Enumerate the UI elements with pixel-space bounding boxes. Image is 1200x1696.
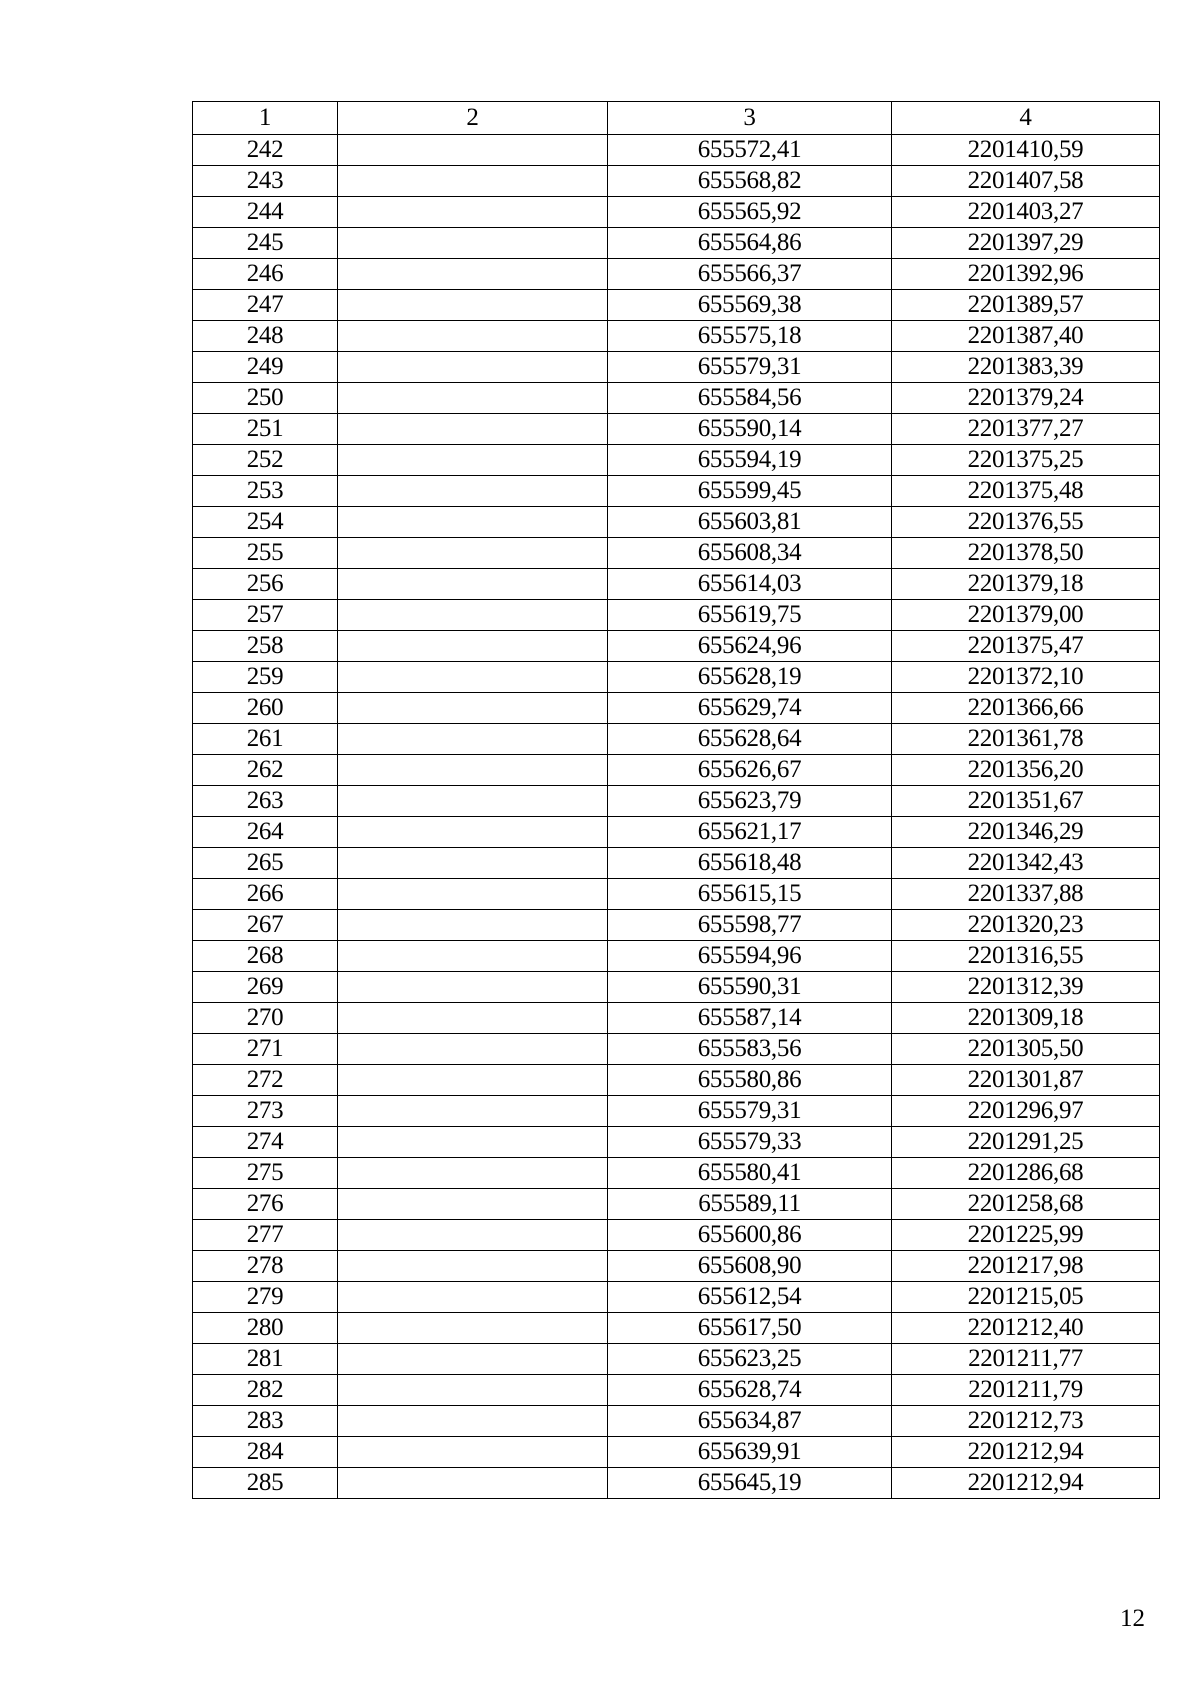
x-coordinate-cell: 655621,17 xyxy=(608,817,892,848)
x-coordinate-cell: 655615,15 xyxy=(608,879,892,910)
x-coordinate-cell: 655608,90 xyxy=(608,1251,892,1282)
y-coordinate-cell: 2201309,18 xyxy=(892,1003,1160,1034)
point-number-cell: 258 xyxy=(193,631,338,662)
table-row xyxy=(193,538,1160,569)
y-coordinate-cell: 2201305,50 xyxy=(892,1034,1160,1065)
description-cell xyxy=(338,445,608,476)
y-coordinate-cell: 2201212,94 xyxy=(892,1437,1160,1468)
point-number-cell: 281 xyxy=(193,1344,338,1375)
table-row xyxy=(193,1313,1160,1344)
y-coordinate-cell: 2201410,59 xyxy=(892,135,1160,166)
description-cell xyxy=(338,135,608,166)
description-cell xyxy=(338,1375,608,1406)
description-cell xyxy=(338,414,608,445)
description-cell xyxy=(338,383,608,414)
description-cell xyxy=(338,476,608,507)
x-coordinate-cell: 655614,03 xyxy=(608,569,892,600)
y-coordinate-cell: 2201356,20 xyxy=(892,755,1160,786)
point-number-cell: 256 xyxy=(193,569,338,600)
table-row xyxy=(193,693,1160,724)
y-coordinate-cell: 2201301,87 xyxy=(892,1065,1160,1096)
description-cell xyxy=(338,1034,608,1065)
table-row xyxy=(193,135,1160,166)
y-coordinate-cell: 2201379,24 xyxy=(892,383,1160,414)
table-row xyxy=(193,569,1160,600)
table-row xyxy=(193,1468,1160,1499)
x-coordinate-cell: 655579,31 xyxy=(608,1096,892,1127)
table-row xyxy=(193,1003,1160,1034)
point-number-cell: 253 xyxy=(193,476,338,507)
x-coordinate-cell: 655589,11 xyxy=(608,1189,892,1220)
description-cell xyxy=(338,600,608,631)
point-number-cell: 252 xyxy=(193,445,338,476)
description-cell xyxy=(338,972,608,1003)
table-header-row xyxy=(193,102,1160,135)
description-cell xyxy=(338,1437,608,1468)
point-number-cell: 266 xyxy=(193,879,338,910)
header-cell-col3: 3 xyxy=(608,102,892,135)
y-coordinate-cell: 2201375,25 xyxy=(892,445,1160,476)
description-cell xyxy=(338,755,608,786)
point-number-cell: 280 xyxy=(193,1313,338,1344)
description-cell xyxy=(338,1189,608,1220)
y-coordinate-cell: 2201342,43 xyxy=(892,848,1160,879)
point-number-cell: 265 xyxy=(193,848,338,879)
table-row xyxy=(193,1189,1160,1220)
description-cell xyxy=(338,817,608,848)
x-coordinate-cell: 655645,19 xyxy=(608,1468,892,1499)
table-row xyxy=(193,848,1160,879)
point-number-cell: 267 xyxy=(193,910,338,941)
y-coordinate-cell: 2201211,79 xyxy=(892,1375,1160,1406)
y-coordinate-cell: 2201320,23 xyxy=(892,910,1160,941)
table-row xyxy=(193,879,1160,910)
table-row xyxy=(193,724,1160,755)
table-row xyxy=(193,352,1160,383)
y-coordinate-cell: 2201379,18 xyxy=(892,569,1160,600)
x-coordinate-cell: 655626,67 xyxy=(608,755,892,786)
point-number-cell: 272 xyxy=(193,1065,338,1096)
point-number-cell: 249 xyxy=(193,352,338,383)
point-number-cell: 255 xyxy=(193,538,338,569)
x-coordinate-cell: 655628,74 xyxy=(608,1375,892,1406)
point-number-cell: 251 xyxy=(193,414,338,445)
y-coordinate-cell: 2201387,40 xyxy=(892,321,1160,352)
header-cell-col2: 2 xyxy=(338,102,608,135)
description-cell xyxy=(338,352,608,383)
table-row xyxy=(193,1096,1160,1127)
point-number-cell: 260 xyxy=(193,693,338,724)
header-cell-col1: 1 xyxy=(193,102,338,135)
point-number-cell: 264 xyxy=(193,817,338,848)
x-coordinate-cell: 655594,19 xyxy=(608,445,892,476)
point-number-cell: 246 xyxy=(193,259,338,290)
y-coordinate-cell: 2201378,50 xyxy=(892,538,1160,569)
description-cell xyxy=(338,166,608,197)
point-number-cell: 283 xyxy=(193,1406,338,1437)
y-coordinate-cell: 2201225,99 xyxy=(892,1220,1160,1251)
y-coordinate-cell: 2201376,55 xyxy=(892,507,1160,538)
y-coordinate-cell: 2201375,48 xyxy=(892,476,1160,507)
point-number-cell: 250 xyxy=(193,383,338,414)
table-row xyxy=(193,631,1160,662)
description-cell xyxy=(338,1003,608,1034)
x-coordinate-cell: 655617,50 xyxy=(608,1313,892,1344)
x-coordinate-cell: 655628,19 xyxy=(608,662,892,693)
x-coordinate-cell: 655584,56 xyxy=(608,383,892,414)
x-coordinate-cell: 655580,41 xyxy=(608,1158,892,1189)
point-number-cell: 244 xyxy=(193,197,338,228)
y-coordinate-cell: 2201397,29 xyxy=(892,228,1160,259)
point-number-cell: 263 xyxy=(193,786,338,817)
description-cell xyxy=(338,1251,608,1282)
point-number-cell: 245 xyxy=(193,228,338,259)
y-coordinate-cell: 2201215,05 xyxy=(892,1282,1160,1313)
x-coordinate-cell: 655575,18 xyxy=(608,321,892,352)
coordinates-table xyxy=(192,101,1160,1499)
description-cell xyxy=(338,259,608,290)
y-coordinate-cell: 2201389,57 xyxy=(892,290,1160,321)
point-number-cell: 268 xyxy=(193,941,338,972)
table-row xyxy=(193,383,1160,414)
y-coordinate-cell: 2201351,67 xyxy=(892,786,1160,817)
table-row xyxy=(193,259,1160,290)
y-coordinate-cell: 2201286,68 xyxy=(892,1158,1160,1189)
x-coordinate-cell: 655603,81 xyxy=(608,507,892,538)
x-coordinate-cell: 655594,96 xyxy=(608,941,892,972)
description-cell xyxy=(338,1065,608,1096)
point-number-cell: 274 xyxy=(193,1127,338,1158)
description-cell xyxy=(338,197,608,228)
x-coordinate-cell: 655564,86 xyxy=(608,228,892,259)
point-number-cell: 247 xyxy=(193,290,338,321)
table-row xyxy=(193,1437,1160,1468)
table-row xyxy=(193,600,1160,631)
description-cell xyxy=(338,1282,608,1313)
table-row xyxy=(193,321,1160,352)
x-coordinate-cell: 655565,92 xyxy=(608,197,892,228)
point-number-cell: 285 xyxy=(193,1468,338,1499)
description-cell xyxy=(338,1313,608,1344)
x-coordinate-cell: 655590,14 xyxy=(608,414,892,445)
table-row xyxy=(193,1065,1160,1096)
y-coordinate-cell: 2201377,27 xyxy=(892,414,1160,445)
x-coordinate-cell: 655608,34 xyxy=(608,538,892,569)
point-number-cell: 277 xyxy=(193,1220,338,1251)
description-cell xyxy=(338,507,608,538)
y-coordinate-cell: 2201212,94 xyxy=(892,1468,1160,1499)
table-row xyxy=(193,1251,1160,1282)
table-row xyxy=(193,507,1160,538)
table-row xyxy=(193,755,1160,786)
point-number-cell: 242 xyxy=(193,135,338,166)
y-coordinate-cell: 2201337,88 xyxy=(892,879,1160,910)
y-coordinate-cell: 2201346,29 xyxy=(892,817,1160,848)
table-row xyxy=(193,228,1160,259)
x-coordinate-cell: 655639,91 xyxy=(608,1437,892,1468)
description-cell xyxy=(338,538,608,569)
y-coordinate-cell: 2201258,68 xyxy=(892,1189,1160,1220)
x-coordinate-cell: 655566,37 xyxy=(608,259,892,290)
x-coordinate-cell: 655579,33 xyxy=(608,1127,892,1158)
x-coordinate-cell: 655624,96 xyxy=(608,631,892,662)
table-row xyxy=(193,1344,1160,1375)
table-row xyxy=(193,1375,1160,1406)
y-coordinate-cell: 2201379,00 xyxy=(892,600,1160,631)
x-coordinate-cell: 655568,82 xyxy=(608,166,892,197)
table-body xyxy=(193,102,1160,1499)
x-coordinate-cell: 655623,79 xyxy=(608,786,892,817)
description-cell xyxy=(338,631,608,662)
point-number-cell: 271 xyxy=(193,1034,338,1065)
y-coordinate-cell: 2201392,96 xyxy=(892,259,1160,290)
table-row xyxy=(193,1034,1160,1065)
point-number-cell: 278 xyxy=(193,1251,338,1282)
x-coordinate-cell: 655598,77 xyxy=(608,910,892,941)
x-coordinate-cell: 655580,86 xyxy=(608,1065,892,1096)
x-coordinate-cell: 655634,87 xyxy=(608,1406,892,1437)
x-coordinate-cell: 655579,31 xyxy=(608,352,892,383)
table-row xyxy=(193,1127,1160,1158)
table-row xyxy=(193,197,1160,228)
y-coordinate-cell: 2201212,40 xyxy=(892,1313,1160,1344)
y-coordinate-cell: 2201316,55 xyxy=(892,941,1160,972)
description-cell xyxy=(338,228,608,259)
x-coordinate-cell: 655583,56 xyxy=(608,1034,892,1065)
point-number-cell: 262 xyxy=(193,755,338,786)
y-coordinate-cell: 2201403,27 xyxy=(892,197,1160,228)
x-coordinate-cell: 655629,74 xyxy=(608,693,892,724)
y-coordinate-cell: 2201366,66 xyxy=(892,693,1160,724)
x-coordinate-cell: 655619,75 xyxy=(608,600,892,631)
point-number-cell: 254 xyxy=(193,507,338,538)
table-row xyxy=(193,817,1160,848)
y-coordinate-cell: 2201212,73 xyxy=(892,1406,1160,1437)
point-number-cell: 270 xyxy=(193,1003,338,1034)
description-cell xyxy=(338,693,608,724)
y-coordinate-cell: 2201312,39 xyxy=(892,972,1160,1003)
table-row xyxy=(193,941,1160,972)
description-cell xyxy=(338,1220,608,1251)
point-number-cell: 248 xyxy=(193,321,338,352)
description-cell xyxy=(338,848,608,879)
x-coordinate-cell: 655623,25 xyxy=(608,1344,892,1375)
table-row xyxy=(193,662,1160,693)
y-coordinate-cell: 2201375,47 xyxy=(892,631,1160,662)
description-cell xyxy=(338,662,608,693)
point-number-cell: 276 xyxy=(193,1189,338,1220)
y-coordinate-cell: 2201291,25 xyxy=(892,1127,1160,1158)
y-coordinate-cell: 2201407,58 xyxy=(892,166,1160,197)
x-coordinate-cell: 655628,64 xyxy=(608,724,892,755)
y-coordinate-cell: 2201361,78 xyxy=(892,724,1160,755)
description-cell xyxy=(338,786,608,817)
y-coordinate-cell: 2201217,98 xyxy=(892,1251,1160,1282)
point-number-cell: 284 xyxy=(193,1437,338,1468)
x-coordinate-cell: 655612,54 xyxy=(608,1282,892,1313)
table-row xyxy=(193,1282,1160,1313)
description-cell xyxy=(338,569,608,600)
description-cell xyxy=(338,879,608,910)
y-coordinate-cell: 2201211,77 xyxy=(892,1344,1160,1375)
point-number-cell: 275 xyxy=(193,1158,338,1189)
description-cell xyxy=(338,1096,608,1127)
point-number-cell: 243 xyxy=(193,166,338,197)
description-cell xyxy=(338,724,608,755)
table-row xyxy=(193,910,1160,941)
table-row xyxy=(193,786,1160,817)
description-cell xyxy=(338,1344,608,1375)
x-coordinate-cell: 655569,38 xyxy=(608,290,892,321)
y-coordinate-cell: 2201383,39 xyxy=(892,352,1160,383)
header-cell-col4: 4 xyxy=(892,102,1160,135)
point-number-cell: 273 xyxy=(193,1096,338,1127)
table-row xyxy=(193,1406,1160,1437)
x-coordinate-cell: 655599,45 xyxy=(608,476,892,507)
point-number-cell: 279 xyxy=(193,1282,338,1313)
point-number-cell: 261 xyxy=(193,724,338,755)
description-cell xyxy=(338,1406,608,1437)
x-coordinate-cell: 655590,31 xyxy=(608,972,892,1003)
table-row xyxy=(193,166,1160,197)
x-coordinate-cell: 655587,14 xyxy=(608,1003,892,1034)
point-number-cell: 257 xyxy=(193,600,338,631)
table-row xyxy=(193,476,1160,507)
table-row xyxy=(193,1220,1160,1251)
description-cell xyxy=(338,321,608,352)
table-row xyxy=(193,445,1160,476)
x-coordinate-cell: 655600,86 xyxy=(608,1220,892,1251)
description-cell xyxy=(338,1127,608,1158)
table-row xyxy=(193,972,1160,1003)
table-row xyxy=(193,414,1160,445)
description-cell xyxy=(338,290,608,321)
page-number: 12 xyxy=(1120,1605,1145,1632)
x-coordinate-cell: 655572,41 xyxy=(608,135,892,166)
point-number-cell: 269 xyxy=(193,972,338,1003)
table-row xyxy=(193,1158,1160,1189)
description-cell xyxy=(338,1158,608,1189)
point-number-cell: 282 xyxy=(193,1375,338,1406)
y-coordinate-cell: 2201372,10 xyxy=(892,662,1160,693)
description-cell xyxy=(338,941,608,972)
x-coordinate-cell: 655618,48 xyxy=(608,848,892,879)
y-coordinate-cell: 2201296,97 xyxy=(892,1096,1160,1127)
description-cell xyxy=(338,1468,608,1499)
point-number-cell: 259 xyxy=(193,662,338,693)
description-cell xyxy=(338,910,608,941)
table-row xyxy=(193,290,1160,321)
